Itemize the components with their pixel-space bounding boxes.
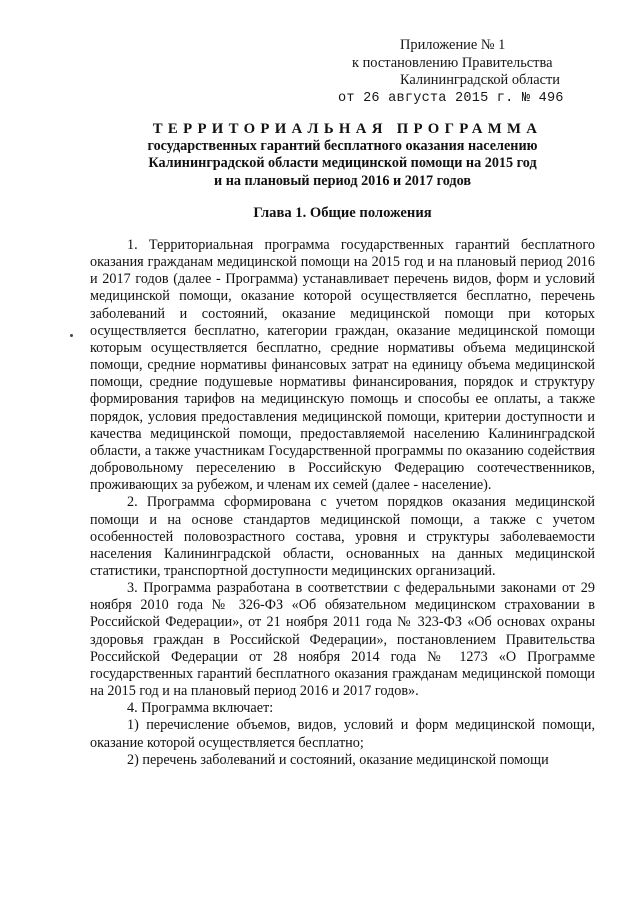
margin-dot [70,334,73,337]
appendix-number: Приложение № 1 [400,37,506,53]
appendix-resolution-ref: к постановлению Правительства [352,54,553,71]
document-body [90,237,595,769]
paragraph-1: 1. Территориальная программа государственных гарантий бесплатного оказания гражданам медицинской помощи на 2015 год и на плановый период 2016 и 2017 годов (далее - Программа) устанавливает перечень видов, форм и условий медицинской помощи, оказание которой осуществляется бесплатно, перечень заболеваний и состояний, оказание медицинской помощи при которых осуществляется бесплатно, категории граждан, оказание медицинской помощи которым осуществляется бесплатно, средние нормативы объема медицинской помощи, средние нормативы финансовых затрат на единицу объема медицинской помощи, средние подушевые нормативы финансирования, порядок и структуру формирования тарифов на медицинскую помощь и способы ее оплаты, а также порядок, условия предоставления медицинской помощи, критерии доступности и качества медицинской помощи, предоставляемой населению Калининградской области, а также участникам Государственной программы по оказанию содействия добровольному переселению в Российскую Федерацию соотечественников, проживающих за рубежом, и членам их семей (далее - население). [90,237,595,494]
appendix-date-number: от 26 августа 2015 г. № 496 [338,90,564,106]
program-title-line-2: государственных гарантий бесплатного оказания населению [147,138,538,155]
list-item-2: 2) перечень заболеваний и состояний, оказание медицинской помощи [127,751,549,768]
paragraph-4: 4. Программа включает: [127,700,274,717]
paragraph-2: 2. Программа сформирована с учетом порядков оказания медицинской помощи и на основе стандартов медицинской помощи, а также с учетом особенностей половозрастного состава, уровня и структуры заболеваемости населения Калининградской области, основанных на данных медицинской статистики, транспортной доступности медицинских организаций. [90,494,595,579]
chapter-title: Глава 1. Общие положения [253,205,432,221]
program-title-line-4: и на плановый период 2016 и 2017 годов [213,172,471,189]
program-title-main: ТЕРРИТОРИАЛЬНАЯ ПРОГРАММА [152,121,543,137]
appendix-region: Калининградской области [400,72,560,89]
appendix-header [336,37,590,107]
program-title [90,121,595,190]
paragraph-3: 3. Программа разработана в соответствии с федеральными законами от 29 ноября 2010 года № 326-ФЗ «Об обязательном медицинском страховании в Российской Федерации», от 21 ноября 2011 года № 323-ФЗ «Об основах охраны здоровья граждан в Российской Федерации», постановлением Правительства Российской Федерации от 28 ноября 2014 года № 1273 «О Программе государственных гарантий бесплатного оказания гражданам медицинской помощи на 2015 год и на плановый период 2016 и 2017 годов». [90,580,595,700]
program-title-line-3: Калининградской области медицинской помощи на 2015 год [148,155,537,172]
list-item-1: 1) перечисление объемов, видов, условий и форм медицинской помощи, оказание которой осуществляется бесплатно; [90,717,595,751]
